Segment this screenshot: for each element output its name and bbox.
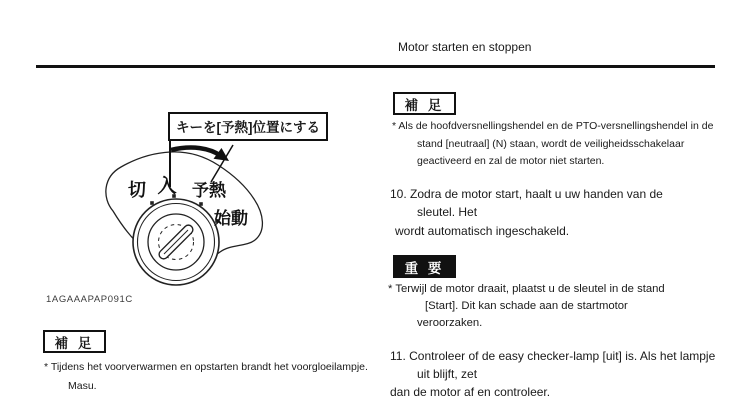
- position-label-start: 始動: [214, 209, 248, 228]
- figure-code: 1AGAAAPAP091C: [46, 294, 133, 305]
- position-label-off: 切: [128, 180, 146, 200]
- page-title: Motor starten en stoppen: [398, 40, 532, 54]
- right-note-line2: stand [neutraal] (N) staan, wordt de veiligheidsschakelaar: [417, 138, 685, 150]
- key-cylinder: [133, 199, 219, 285]
- important-line2: [Start]. Dit kan schade aan de startmotor: [425, 300, 628, 312]
- step11-line1: 11. Controleer of de easy checker-lamp [uit] is. Als het lampje: [390, 349, 716, 363]
- note-badge-left: 補 足: [43, 330, 106, 353]
- step10-line1: 10. Zodra de motor start, haalt u uw handen van de: [390, 187, 663, 201]
- step10-line2: sleutel. Het: [417, 205, 478, 219]
- note-badge-right: 補 足: [393, 92, 456, 115]
- important-badge: 重 要: [393, 255, 456, 278]
- left-note-line1: * Tijdens het voorverwarmen en opstarten brandt het voorgloeilampje.: [44, 361, 368, 373]
- right-note-line1: * Als de hoofdversnellingshendel en de PTO-versnellingshendel in de: [392, 120, 714, 132]
- position-label-on: 入: [157, 176, 177, 197]
- header-rule: [36, 65, 715, 68]
- callout-text: キーを[予熱]位置にする: [176, 120, 320, 135]
- left-note-line2: Masu.: [68, 380, 97, 392]
- position-label-preheat: 予熱: [192, 181, 226, 200]
- callout-box: [168, 112, 328, 141]
- step11-line2: uit blijft, zet: [417, 367, 478, 381]
- important-line3: veroorzaken.: [417, 317, 483, 329]
- step10-line3: wordt automatisch ingeschakeld.: [395, 224, 570, 238]
- step11-line3: dan de motor af en controleer.: [390, 385, 551, 399]
- right-note-line3: geactiveerd en zal de motor niet starten.: [417, 155, 605, 167]
- important-line1: * Terwijl de motor draait, plaatst u de sleutel in de stand: [388, 283, 665, 295]
